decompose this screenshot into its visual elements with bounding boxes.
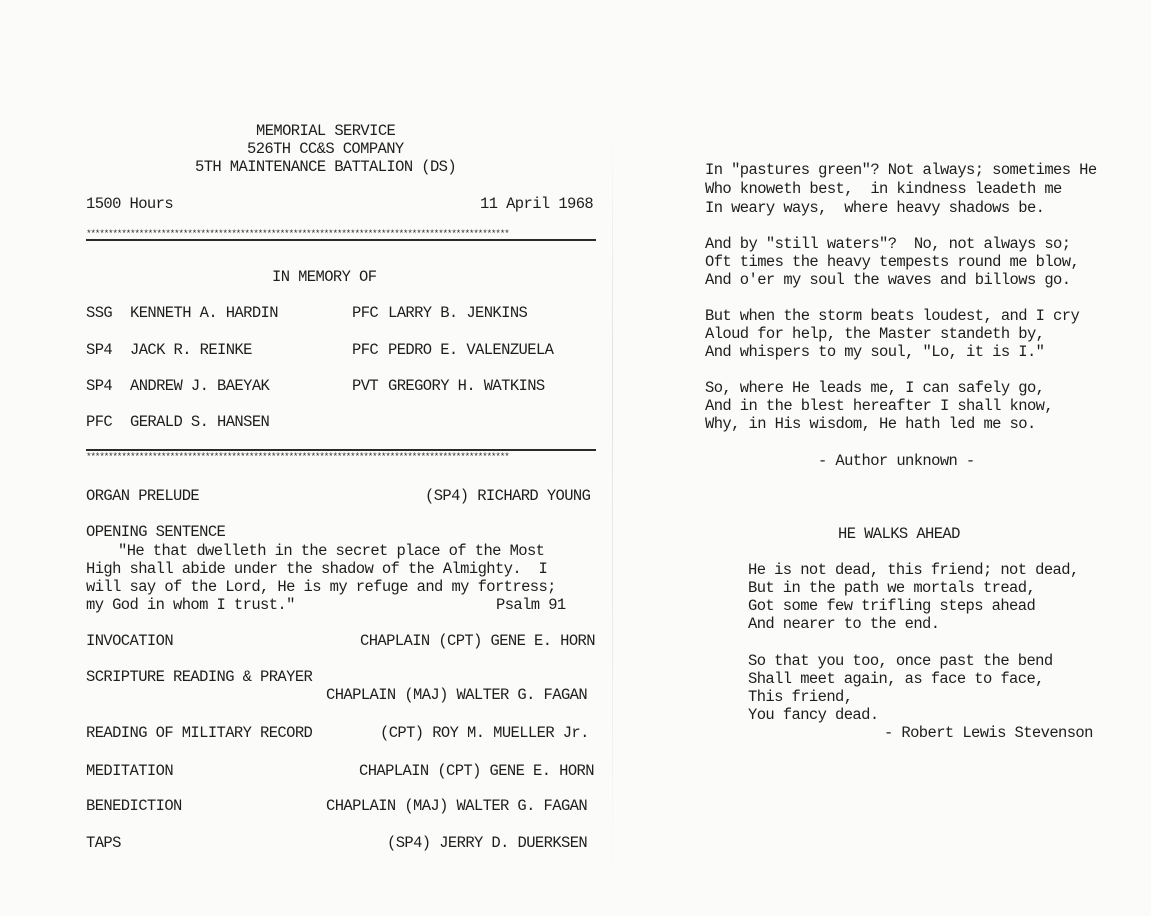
separator-rule	[86, 239, 596, 241]
poem2-line: Got some few trifling steps ahead	[748, 597, 1036, 615]
memorial-rank: SP4	[86, 341, 113, 359]
memorial-name: GERALD S. HANSEN	[130, 413, 270, 431]
benediction-person: CHAPLAIN (MAJ) WALTER G. FAGAN	[326, 797, 588, 815]
memorial-rank: PFC	[352, 304, 379, 322]
poem1-line: So, where He leads me, I can safely go,	[705, 379, 1045, 397]
poem1-line: Who knoweth best, in kindness leadeth me	[705, 180, 1062, 198]
poem2-line: Shall meet again, as face to face,	[748, 670, 1044, 688]
poem1-line: Why, in His wisdom, He hath led me so.	[705, 415, 1036, 433]
memorial-name: ANDREW J. BAEYAK	[130, 377, 270, 395]
record-label: READING OF MILITARY RECORD	[86, 724, 313, 742]
opening-label: OPENING SENTENCE	[86, 523, 226, 541]
service-time: 1500 Hours	[86, 195, 174, 213]
scripture-person: CHAPLAIN (MAJ) WALTER G. FAGAN	[326, 686, 588, 704]
poem1-line: But when the storm beats loudest, and I cry	[705, 307, 1080, 325]
service-date: 11 April 1968	[480, 195, 594, 213]
prelude-label: ORGAN PRELUDE	[86, 487, 200, 505]
memorial-rank: PFC	[352, 341, 379, 359]
record-person: (CPT) ROY M. MUELLER Jr.	[380, 724, 589, 742]
memorial-name: PEDRO E. VALENZUELA	[388, 341, 554, 359]
header-battalion: 5TH MAINTENANCE BATTALION (DS)	[195, 158, 457, 176]
memorial-rank: PVT	[352, 377, 379, 395]
memory-title: IN MEMORY OF	[272, 268, 377, 286]
header-company: 526TH CC&S COMPANY	[247, 140, 404, 158]
memorial-name: LARRY B. JENKINS	[388, 304, 528, 322]
taps-label: TAPS	[86, 834, 121, 852]
meditation-person: CHAPLAIN (CPT) GENE E. HORN	[359, 762, 594, 780]
poem2-line: He is not dead, this friend; not dead,	[748, 561, 1079, 579]
poem1-line: Aloud for help, the Master standeth by,	[705, 325, 1045, 343]
opening-line: my God in whom I trust."	[86, 596, 295, 614]
separator-stars: ************************************************************************************************	[86, 451, 509, 462]
header-title: MEMORIAL SERVICE	[256, 122, 396, 140]
memorial-name: JACK R. REINKE	[130, 341, 252, 359]
prelude-person: (SP4) RICHARD YOUNG	[425, 487, 591, 505]
opening-line: will say of the Lord, He is my refuge and my fortress;	[86, 578, 556, 596]
poem1-author: - Author unknown -	[818, 452, 975, 470]
poem1-line: And by "still waters"? No, not always so;	[705, 235, 1071, 253]
poem2-line: But in the path we mortals tread,	[748, 579, 1036, 597]
separator-stars: ************************************************************************************************	[86, 229, 509, 239]
benediction-label: BENEDICTION	[86, 797, 182, 815]
opening-line: High shall abide under the shadow of the Almighty. I	[86, 560, 548, 578]
poem1-line: And in the blest hereafter I shall know,	[705, 397, 1054, 415]
page-fold	[612, 130, 613, 890]
meditation-label: MEDITATION	[86, 762, 174, 780]
poem2-title: HE WALKS AHEAD	[838, 525, 960, 543]
poem1-line: And o'er my soul the waves and billows go.	[705, 271, 1071, 289]
poem2-line: This friend,	[748, 688, 853, 706]
poem2-line: You fancy dead.	[748, 706, 879, 724]
memorial-rank: SP4	[86, 377, 113, 395]
poem2-author: - Robert Lewis Stevenson	[884, 724, 1093, 742]
poem1-line: In weary ways, where heavy shadows be.	[705, 199, 1045, 217]
poem1-line: And whispers to my soul, "Lo, it is I."	[705, 343, 1045, 361]
memorial-rank: PFC	[86, 413, 113, 431]
memorial-rank: SSG	[86, 304, 113, 322]
memorial-name: GREGORY H. WATKINS	[388, 377, 545, 395]
poem2-line: So that you too, once past the bend	[748, 652, 1053, 670]
poem1-line: In "pastures green"? Not always; sometimes He	[705, 161, 1097, 179]
taps-person: (SP4) JERRY D. DUERKSEN	[387, 834, 588, 852]
invocation-person: CHAPLAIN (CPT) GENE E. HORN	[360, 632, 595, 650]
separator-bottom	[86, 449, 596, 462]
memorial-name: KENNETH A. HARDIN	[130, 304, 278, 322]
poem2-line: And nearer to the end.	[748, 615, 940, 633]
opening-line: "He that dwelleth in the secret place of the Most	[118, 542, 545, 560]
scripture-label: SCRIPTURE READING & PRAYER	[86, 668, 313, 686]
separator-top	[86, 229, 596, 242]
invocation-label: INVOCATION	[86, 632, 174, 650]
poem1-line: Oft times the heavy tempests round me blow,	[705, 253, 1080, 271]
opening-reference: Psalm 91	[496, 596, 566, 614]
